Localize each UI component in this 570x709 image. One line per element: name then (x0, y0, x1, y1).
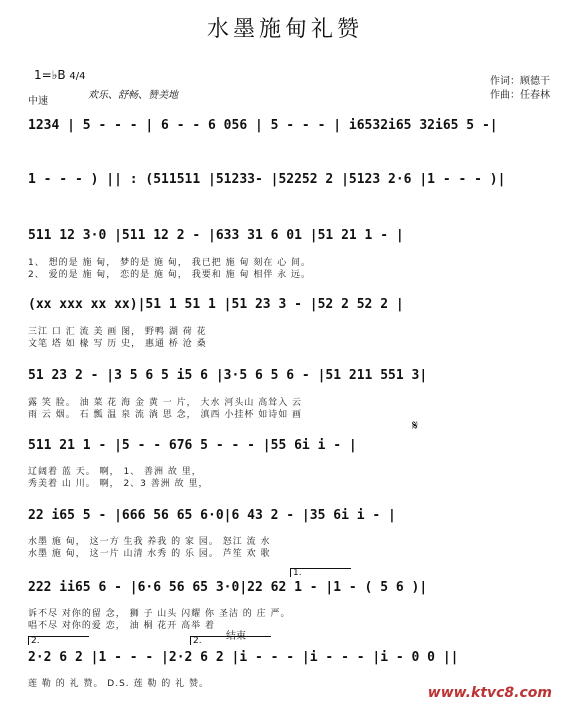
volta-label: 2. (31, 636, 40, 646)
lyric-line: 辽阔着 蓝 天。 啊， 1、 善洲 故 里， (28, 467, 202, 477)
score-row-9: 2·2 6 2 |1 - - - |2·2 6 2 |i - - - |i - - - |i - 0 0 || (28, 650, 459, 665)
score-row-1: 1234 | 5 - - - | 6 - - 6 056 | 5 - - - | i6532i65 32i65 5 -| (28, 118, 498, 133)
lyricist-credit: 作词：顾德干 (490, 76, 550, 87)
lyric-line: 水墨 施 甸， 这一片 山清 水秀 的 乐 园。 芦笙 欢 歌 (28, 549, 271, 559)
lyric-line: 文笔 塔 如 椽 写 历 史， 惠通 桥 沧 桑 (28, 339, 207, 349)
lyric-line: 水墨 施 甸， 这一方 生我 养我 的 家 园。 怒江 流 水 (28, 537, 271, 547)
volta-label: 2. (193, 636, 202, 646)
lyric-line: 莲 勒 的 礼 赞。 D.S. 莲 勒 的 礼 赞。 (28, 679, 209, 689)
ending-label: 结束 (226, 631, 246, 642)
score-row-3: 511 12 3·0 |511 12 2 - |633 31 6 01 |51 21 1 - | (28, 228, 404, 243)
score-row-8: 222 ii65 6 - |6·6 56 65 3·0|22 62 1 - |1 - ( 5 6 )| (28, 580, 428, 595)
lyric-line: 诉不尽 对你的留 念， 狮 子 山头 闪耀 你 圣洁 的 庄 严。 (28, 609, 291, 619)
expression-marking: 欢乐、舒畅、赞美地 (88, 90, 178, 101)
tempo-marking: 中速 (28, 96, 48, 107)
score-row-6: 511 21 1 - |5 - - 676 5 - - - |55 6i i - | (28, 438, 357, 453)
lyric-line: 秀美着 山 川。 啊， 2、3 善洲 故 里， (28, 479, 209, 489)
score-row-7: 22 i65 5 - |666 56 65 6·0|6 43 2 - |35 6i i - | (28, 508, 396, 523)
lyric-line: 唱不尽 对你的爱 恋， 油 桐 花开 高举 着 (28, 621, 216, 631)
lyric-line: 1、 想的是 施 甸， 梦的是 施 甸， 我已把 施 甸 刻在 心 间。 (28, 258, 312, 268)
composer-credit: 作曲：任春林 (490, 90, 550, 101)
segno-sign: 𝄋 (412, 418, 419, 434)
lyric-line: 三江 口 汇 流 美 画 图， 野鸭 湖 荷 花 (28, 327, 207, 337)
score-row-4: (xx xxx xx xx)|51 1 51 1 |51 23 3 - |52 2 52 2 | (28, 297, 404, 312)
lyric-line: 2、 爱的是 施 甸， 恋的是 施 甸， 我要和 施 甸 相伴 永 远。 (28, 270, 312, 280)
watermark-text: www.ktvc8.com (427, 685, 552, 701)
score-row-2: 1 - - - ) || : (511511 |51233- |52252 2 |5123 2·6 |1 - - - )| (28, 172, 506, 187)
lyric-line: 露 笑 脸。 油 菜 花 海 金 黄 一 片， 大水 河头山 高耸入 云 (28, 398, 303, 408)
lyric-line: 雨 云 烟。 石 瓢 温 泉 流 淌 思 念， 滇西 小挂杯 如诗如 画 (28, 410, 303, 420)
song-title: 水墨施甸礼赞 (206, 17, 363, 42)
key-signature: 1=♭B 4/4 (34, 68, 86, 82)
score-row-5: 51 23 2 - |3 5 6 5 i5 6 |3·5 6 5 6 - |51 211 551 3| (28, 368, 428, 383)
volta-label: 1. (293, 568, 302, 578)
